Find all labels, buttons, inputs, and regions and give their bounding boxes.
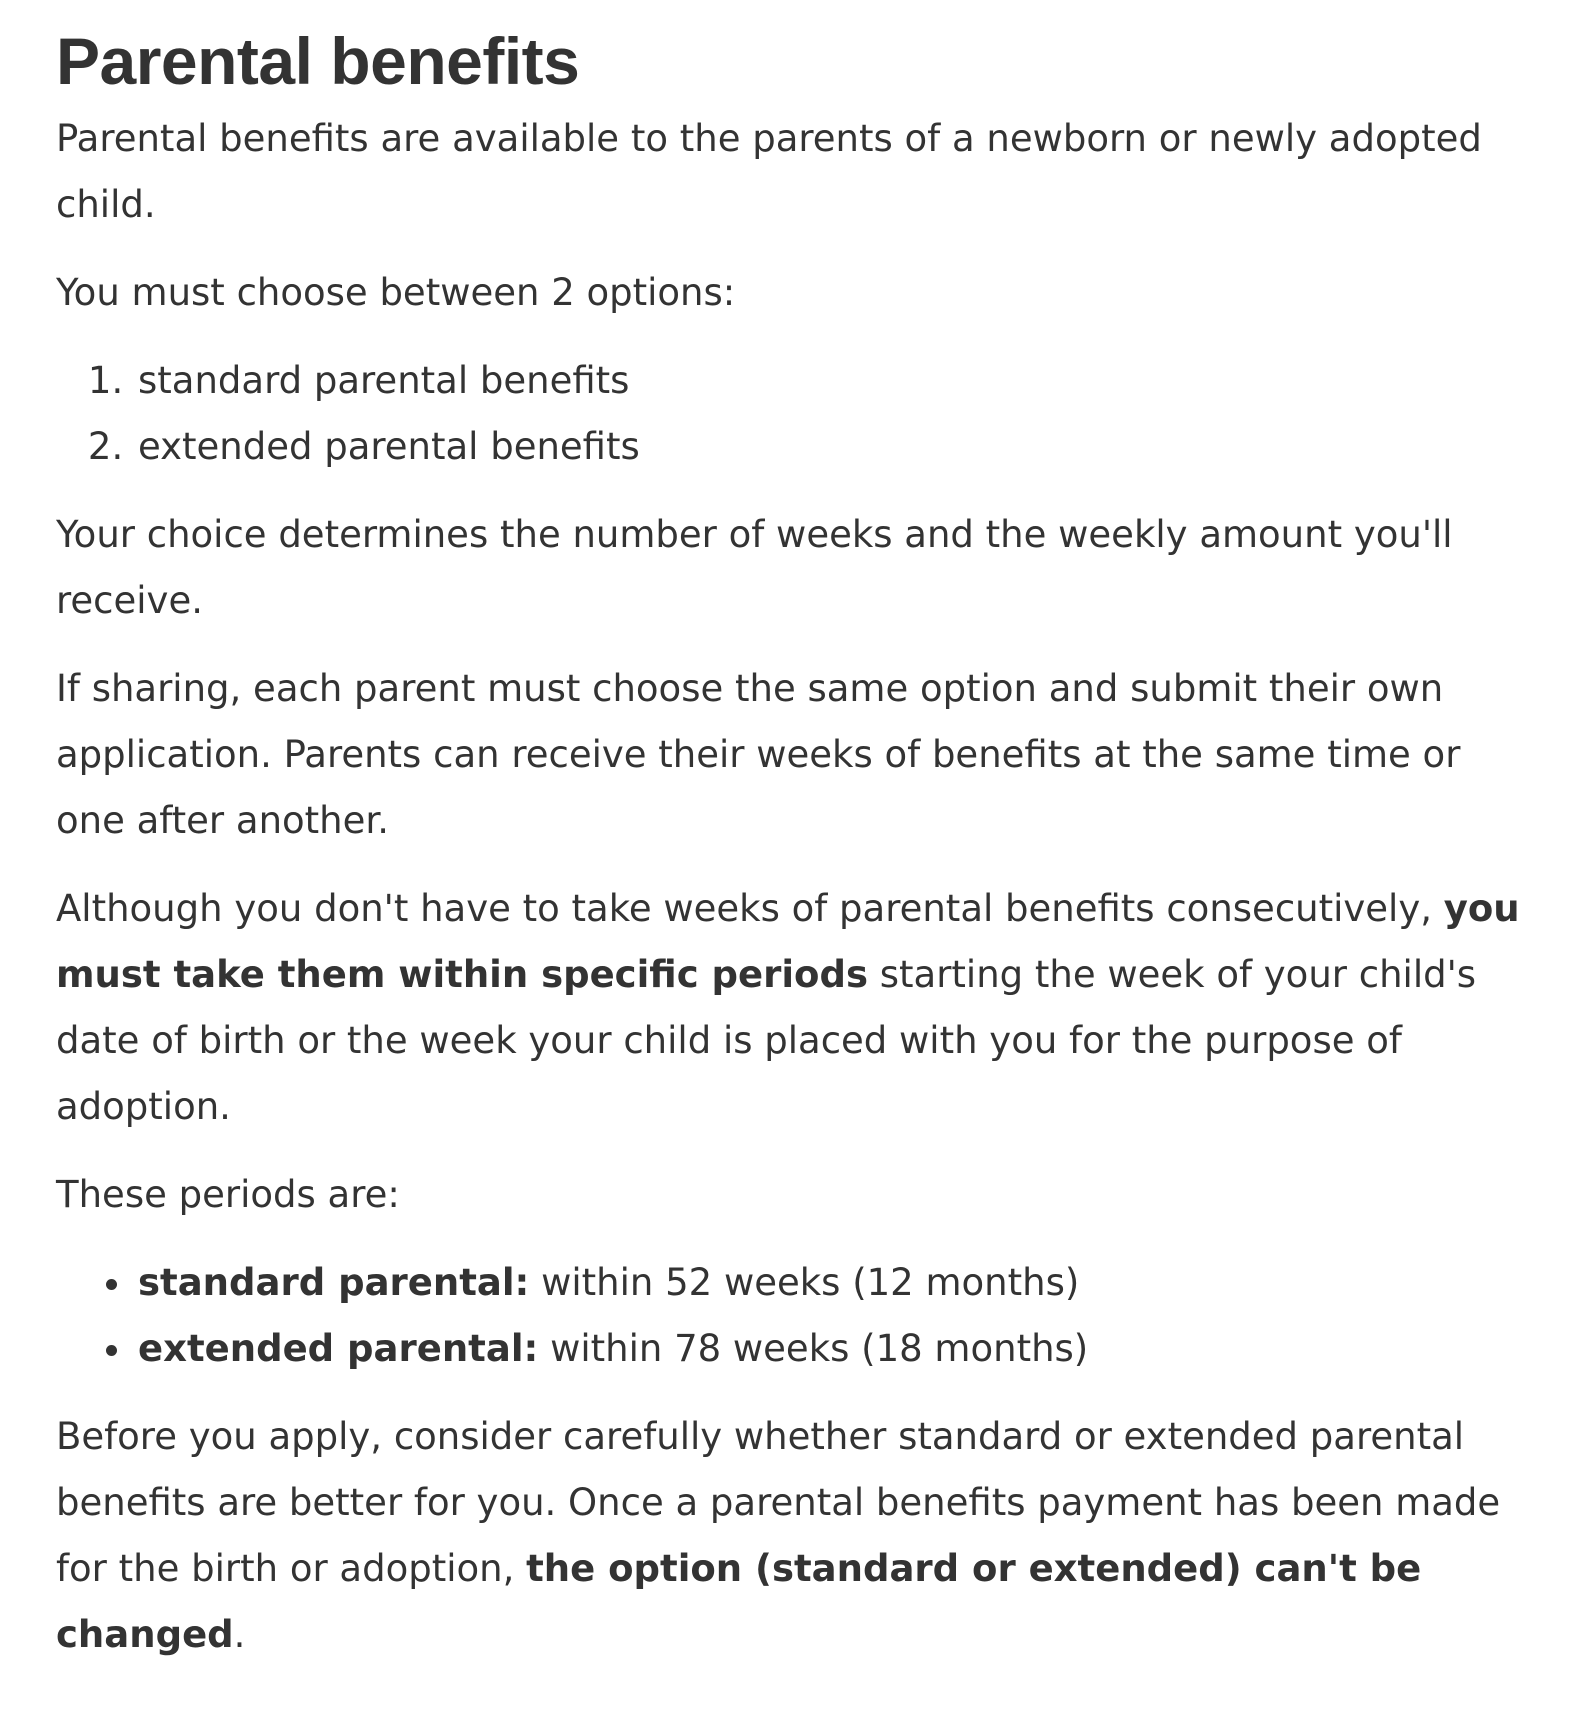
warning-emphasis: the option (standard or extended) can't be changed — [56, 1547, 1422, 1656]
option-item-standard: 1. standard parental benefits — [135, 348, 1525, 414]
period-item-extended — [135, 1316, 1525, 1382]
period-text: within 78 weeks (18 months) — [538, 1327, 1089, 1370]
period-item-standard — [135, 1250, 1525, 1316]
warning-text-after: . — [233, 1613, 246, 1656]
periods-emphasis: you must take them within specific periods — [56, 887, 1520, 996]
period-label: standard parental: — [138, 1261, 530, 1304]
intro-paragraph: Parental benefits are available to the parents of a newborn or newly adopted child. — [56, 117, 1482, 226]
period-label: extended parental: — [138, 1327, 539, 1370]
warning-text-before: Before you apply, consider carefully whether standard or extended parental benefits are better for you. Once a parental benefits payment has been made for the birth or adoption, — [56, 1415, 1501, 1590]
options-list — [56, 348, 1525, 480]
option-item-extended: 2. extended parental benefits — [135, 414, 1525, 480]
periods-list — [56, 1250, 1525, 1382]
choice-paragraph: Your choice determines the number of weeks and the weekly amount you'll receive. — [56, 513, 1453, 622]
sharing-paragraph: If sharing, each parent must choose the same option and submit their own application. Parents can receive their weeks of benefits at the same time or one after another. — [56, 667, 1461, 842]
periods-text-after: starting the week of your child's date of birth or the week your child is placed with you for the purpose of adoption. — [56, 953, 1477, 1128]
options-intro: You must choose between 2 options: — [56, 271, 736, 314]
periods-intro: These periods are: — [56, 1173, 400, 1216]
periods-paragraph — [56, 876, 1525, 1140]
warning-paragraph — [56, 1404, 1525, 1668]
periods-text-before: Although you don't have to take weeks of parental benefits consecutively, — [56, 887, 1444, 930]
page-title: Parental benefits — [56, 24, 580, 98]
period-text: within 52 weeks (12 months) — [529, 1261, 1080, 1304]
